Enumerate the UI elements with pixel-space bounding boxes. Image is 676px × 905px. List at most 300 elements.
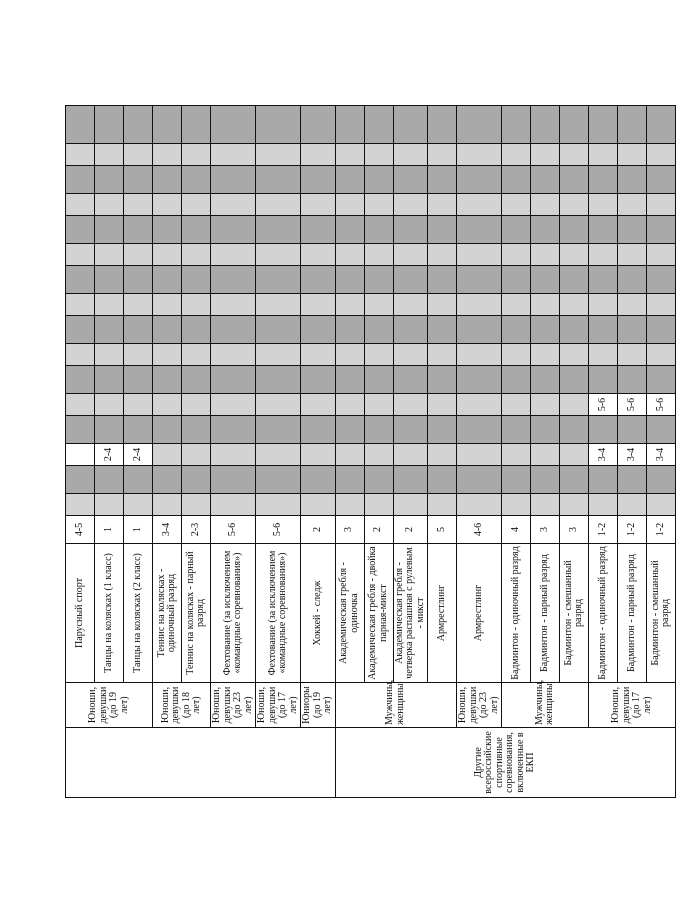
shaded-cell	[335, 444, 364, 466]
shaded-cell	[182, 106, 211, 144]
value-cell: 4	[502, 516, 531, 544]
shaded-cell	[211, 316, 256, 344]
shaded-cell	[364, 466, 393, 494]
shaded-cell	[256, 316, 301, 344]
shaded-cell	[589, 194, 618, 216]
shaded-cell	[124, 344, 153, 366]
shaded-cell	[364, 244, 393, 266]
shaded-cell	[182, 166, 211, 194]
shaded-cell	[153, 394, 182, 416]
shaded-cell	[95, 316, 124, 344]
shaded-cell	[618, 216, 647, 244]
shaded-cell	[66, 344, 95, 366]
shaded-cell	[647, 244, 676, 266]
shaded-cell	[531, 194, 560, 216]
value-cell: 3	[531, 516, 560, 544]
shaded-cell	[211, 444, 256, 466]
shaded-cell	[182, 244, 211, 266]
shaded-cell	[428, 144, 457, 166]
shaded-cell	[95, 394, 124, 416]
shaded-cell	[428, 294, 457, 316]
shaded-cell	[502, 416, 531, 444]
shaded-cell	[66, 466, 95, 494]
shaded-cell	[153, 466, 182, 494]
discipline-cell: Фехтование (за исключением «командные соревнования»)	[211, 544, 256, 683]
shaded-cell	[124, 416, 153, 444]
shaded-cell	[502, 394, 531, 416]
shaded-cell	[301, 416, 336, 444]
discipline-cell: Академическая гребля - четверка распашная с рулевым - микст	[393, 544, 428, 683]
shaded-cell	[393, 194, 428, 216]
shaded-cell	[560, 494, 589, 516]
shaded-cell	[153, 244, 182, 266]
shaded-cell	[124, 244, 153, 266]
value-cell: 1	[95, 516, 124, 544]
shaded-cell	[647, 144, 676, 166]
shaded-cell	[428, 494, 457, 516]
shaded-cell	[560, 444, 589, 466]
shaded-cell	[502, 494, 531, 516]
shaded-cell	[618, 244, 647, 266]
shaded-cell	[457, 266, 502, 294]
shaded-cell	[647, 494, 676, 516]
shaded-cell	[66, 144, 95, 166]
shaded-cell	[335, 294, 364, 316]
shaded-cell	[182, 194, 211, 216]
shaded-cell	[182, 216, 211, 244]
age-group-cell: Юноши, девушки (до 17 лет)	[589, 683, 676, 728]
shaded-cell	[153, 366, 182, 394]
shaded-cell	[66, 106, 95, 144]
rotated-table-container	[65, 105, 671, 798]
shaded-cell	[364, 366, 393, 394]
shaded-cell	[256, 216, 301, 244]
shaded-cell	[335, 416, 364, 444]
shaded-cell	[153, 166, 182, 194]
shaded-cell	[153, 344, 182, 366]
discipline-cell: Теннис на колясках - одиночный разряд	[153, 544, 182, 683]
value-cell: 2	[301, 516, 336, 544]
shaded-cell	[589, 316, 618, 344]
shaded-cell	[301, 366, 336, 394]
age-group-cell: Юниоры (до 19 лет)	[301, 683, 336, 728]
shaded-cell	[182, 294, 211, 316]
shaded-cell	[393, 244, 428, 266]
shaded-cell	[95, 294, 124, 316]
table-row	[301, 106, 336, 798]
shaded-cell	[364, 216, 393, 244]
value-cell: 4-5	[66, 516, 95, 544]
shaded-cell	[256, 294, 301, 316]
shaded-cell	[211, 166, 256, 194]
shaded-cell	[531, 106, 560, 144]
shaded-cell	[502, 244, 531, 266]
shaded-cell	[618, 366, 647, 394]
shaded-cell	[66, 494, 95, 516]
shaded-cell	[66, 244, 95, 266]
shaded-cell	[301, 266, 336, 294]
shaded-cell	[256, 444, 301, 466]
shaded-cell	[95, 244, 124, 266]
shaded-cell	[95, 416, 124, 444]
shaded-cell	[618, 494, 647, 516]
shaded-cell	[531, 494, 560, 516]
shaded-cell	[393, 366, 428, 394]
shaded-cell	[335, 316, 364, 344]
age-group-cell: Мужчины, женщины	[502, 683, 589, 728]
shaded-cell	[211, 466, 256, 494]
shaded-cell	[457, 194, 502, 216]
discipline-cell: Парусный спорт	[66, 544, 95, 683]
shaded-cell	[211, 244, 256, 266]
shaded-cell	[428, 194, 457, 216]
shaded-cell	[502, 444, 531, 466]
shaded-cell	[256, 194, 301, 216]
shaded-cell	[589, 494, 618, 516]
shaded-cell	[95, 166, 124, 194]
shaded-cell	[531, 466, 560, 494]
shaded-cell	[301, 394, 336, 416]
shaded-cell	[531, 444, 560, 466]
shaded-cell	[589, 344, 618, 366]
shaded-cell	[153, 216, 182, 244]
shaded-cell	[364, 344, 393, 366]
shaded-cell	[124, 316, 153, 344]
shaded-cell	[531, 216, 560, 244]
shaded-cell	[428, 106, 457, 144]
discipline-cell: Танцы на колясках (2 класс)	[124, 544, 153, 683]
shaded-cell	[182, 466, 211, 494]
shaded-cell	[393, 466, 428, 494]
shaded-cell	[182, 494, 211, 516]
shaded-cell	[589, 366, 618, 394]
shaded-cell	[301, 466, 336, 494]
shaded-cell	[428, 416, 457, 444]
shaded-cell	[560, 394, 589, 416]
shaded-cell	[647, 216, 676, 244]
discipline-cell: Академическая гребля - двойка парная-микст	[364, 544, 393, 683]
shaded-cell	[153, 416, 182, 444]
shaded-cell	[502, 344, 531, 366]
shaded-cell	[531, 266, 560, 294]
shaded-cell	[364, 166, 393, 194]
shaded-cell	[589, 166, 618, 194]
shaded-cell	[502, 166, 531, 194]
shaded-cell	[66, 266, 95, 294]
shaded-cell	[531, 294, 560, 316]
value-cell: 2-4	[95, 444, 124, 466]
shaded-cell	[364, 416, 393, 444]
shaded-cell	[560, 266, 589, 294]
shaded-cell	[211, 494, 256, 516]
shaded-cell	[428, 216, 457, 244]
value-cell: 5-6	[256, 516, 301, 544]
value-cell: 1-2	[618, 516, 647, 544]
discipline-cell: Хоккей - следж	[301, 544, 336, 683]
shaded-cell	[428, 316, 457, 344]
shaded-cell	[589, 294, 618, 316]
shaded-cell	[647, 344, 676, 366]
shaded-cell	[124, 494, 153, 516]
shaded-cell	[428, 166, 457, 194]
value-cell: 5	[428, 516, 457, 544]
table-row	[457, 106, 502, 798]
shaded-cell	[95, 344, 124, 366]
shaded-cell	[393, 216, 428, 244]
shaded-cell	[647, 316, 676, 344]
shaded-cell	[502, 294, 531, 316]
shaded-cell	[393, 266, 428, 294]
value-cell: 5-6	[211, 516, 256, 544]
shaded-cell	[211, 144, 256, 166]
shaded-cell	[301, 344, 336, 366]
shaded-cell	[124, 394, 153, 416]
shaded-cell	[153, 294, 182, 316]
shaded-cell	[618, 466, 647, 494]
shaded-cell	[393, 394, 428, 416]
shaded-cell	[182, 316, 211, 344]
shaded-cell	[589, 106, 618, 144]
shaded-cell	[457, 316, 502, 344]
shaded-cell	[153, 316, 182, 344]
shaded-cell	[589, 266, 618, 294]
shaded-cell	[502, 106, 531, 144]
value-cell: 5-6	[618, 394, 647, 416]
shaded-cell	[301, 244, 336, 266]
shaded-cell	[560, 366, 589, 394]
shaded-cell	[393, 444, 428, 466]
value-cell: 3-4	[647, 444, 676, 466]
shaded-cell	[457, 294, 502, 316]
shaded-cell	[618, 266, 647, 294]
value-cell	[66, 444, 95, 466]
shaded-cell	[124, 106, 153, 144]
shaded-cell	[256, 106, 301, 144]
shaded-cell	[589, 216, 618, 244]
value-cell: 2-4	[124, 444, 153, 466]
shaded-cell	[256, 416, 301, 444]
shaded-cell	[66, 294, 95, 316]
shaded-cell	[589, 416, 618, 444]
shaded-cell	[211, 416, 256, 444]
shaded-cell	[256, 344, 301, 366]
shaded-cell	[66, 416, 95, 444]
shaded-cell	[393, 144, 428, 166]
shaded-cell	[153, 194, 182, 216]
shaded-cell	[457, 366, 502, 394]
age-sports-table	[65, 105, 676, 798]
discipline-cell: Бадминтон - смешанный разряд	[560, 544, 589, 683]
shaded-cell	[457, 144, 502, 166]
shaded-cell	[182, 366, 211, 394]
shaded-cell	[531, 344, 560, 366]
shaded-cell	[335, 244, 364, 266]
shaded-cell	[647, 466, 676, 494]
shaded-cell	[182, 144, 211, 166]
shaded-cell	[335, 194, 364, 216]
shaded-cell	[335, 266, 364, 294]
shaded-cell	[457, 106, 502, 144]
shaded-cell	[256, 144, 301, 166]
table-row	[335, 106, 364, 798]
shaded-cell	[256, 244, 301, 266]
shaded-cell	[428, 444, 457, 466]
shaded-cell	[95, 366, 124, 394]
shaded-cell	[364, 144, 393, 166]
shaded-cell	[618, 144, 647, 166]
shaded-cell	[211, 294, 256, 316]
shaded-cell	[182, 416, 211, 444]
shaded-cell	[301, 294, 336, 316]
shaded-cell	[531, 316, 560, 344]
value-cell: 3	[335, 516, 364, 544]
shaded-cell	[364, 494, 393, 516]
shaded-cell	[364, 106, 393, 144]
shaded-cell	[153, 494, 182, 516]
shaded-cell	[560, 316, 589, 344]
shaded-cell	[393, 416, 428, 444]
shaded-cell	[124, 294, 153, 316]
discipline-cell: Академическая гребля - одиночка	[335, 544, 364, 683]
category-cell	[66, 728, 336, 798]
discipline-cell: Бадминтон - парный разряд	[531, 544, 560, 683]
shaded-cell	[589, 144, 618, 166]
shaded-cell	[393, 316, 428, 344]
shaded-cell	[647, 166, 676, 194]
shaded-cell	[618, 416, 647, 444]
shaded-cell	[589, 244, 618, 266]
discipline-cell: Бадминтон - парный разряд	[618, 544, 647, 683]
age-group-cell: Юноши, девушки (до 18 лет)	[153, 683, 211, 728]
shaded-cell	[66, 166, 95, 194]
shaded-cell	[364, 444, 393, 466]
value-cell: 3-4	[589, 444, 618, 466]
shaded-cell	[531, 144, 560, 166]
age-group-cell: Юноши, девушки (до 19 лет)	[66, 683, 153, 728]
value-cell: 3-4	[153, 516, 182, 544]
table-row	[502, 106, 531, 798]
shaded-cell	[457, 444, 502, 466]
shaded-cell	[124, 466, 153, 494]
table-row	[256, 106, 301, 798]
shaded-cell	[153, 144, 182, 166]
shaded-cell	[618, 194, 647, 216]
shaded-cell	[153, 444, 182, 466]
value-cell: 1	[124, 516, 153, 544]
shaded-cell	[560, 144, 589, 166]
shaded-cell	[95, 266, 124, 294]
shaded-cell	[457, 216, 502, 244]
shaded-cell	[256, 466, 301, 494]
shaded-cell	[647, 194, 676, 216]
value-cell: 5-6	[647, 394, 676, 416]
shaded-cell	[647, 416, 676, 444]
shaded-cell	[618, 344, 647, 366]
value-cell: 1-2	[647, 516, 676, 544]
shaded-cell	[560, 344, 589, 366]
shaded-cell	[211, 344, 256, 366]
value-cell: 3	[560, 516, 589, 544]
discipline-cell: Армрестлинг	[428, 544, 457, 683]
shaded-cell	[502, 316, 531, 344]
shaded-cell	[211, 266, 256, 294]
shaded-cell	[502, 366, 531, 394]
shaded-cell	[428, 366, 457, 394]
shaded-cell	[457, 494, 502, 516]
shaded-cell	[335, 344, 364, 366]
shaded-cell	[560, 194, 589, 216]
shaded-cell	[364, 266, 393, 294]
category-cell: Другие всероссийские спортивные соревнования, включенные в ЕКП	[335, 728, 676, 798]
discipline-cell: Бадминтон - одиночный разряд	[502, 544, 531, 683]
shaded-cell	[301, 444, 336, 466]
shaded-cell	[153, 266, 182, 294]
value-cell: 5-6	[589, 394, 618, 416]
shaded-cell	[457, 466, 502, 494]
shaded-cell	[531, 394, 560, 416]
shaded-cell	[301, 166, 336, 194]
shaded-cell	[124, 144, 153, 166]
shaded-cell	[457, 166, 502, 194]
shaded-cell	[256, 166, 301, 194]
shaded-cell	[211, 366, 256, 394]
discipline-cell: Бадминтон - одиночный разряд	[589, 544, 618, 683]
age-group-cell: Юноши, девушки (до 23 лет)	[211, 683, 256, 728]
shaded-cell	[502, 216, 531, 244]
shaded-cell	[457, 344, 502, 366]
shaded-cell	[335, 466, 364, 494]
shaded-cell	[256, 494, 301, 516]
shaded-cell	[457, 244, 502, 266]
shaded-cell	[66, 366, 95, 394]
shaded-cell	[531, 416, 560, 444]
shaded-cell	[364, 194, 393, 216]
shaded-cell	[428, 266, 457, 294]
shaded-cell	[301, 106, 336, 144]
shaded-cell	[335, 166, 364, 194]
shaded-cell	[393, 294, 428, 316]
age-group-cell: Мужчины, женщины	[335, 683, 457, 728]
shaded-cell	[531, 366, 560, 394]
shaded-cell	[153, 106, 182, 144]
shaded-cell	[182, 444, 211, 466]
shaded-cell	[560, 216, 589, 244]
age-group-cell: Юноши, девушки (до 17 лет)	[256, 683, 301, 728]
shaded-cell	[301, 144, 336, 166]
shaded-cell	[393, 494, 428, 516]
shaded-cell	[502, 144, 531, 166]
shaded-cell	[335, 494, 364, 516]
shaded-cell	[560, 166, 589, 194]
shaded-cell	[647, 106, 676, 144]
discipline-cell: Армрестлинг	[457, 544, 502, 683]
shaded-cell	[301, 316, 336, 344]
shaded-cell	[256, 394, 301, 416]
shaded-cell	[393, 106, 428, 144]
shaded-cell	[301, 494, 336, 516]
shaded-cell	[124, 366, 153, 394]
shaded-cell	[560, 466, 589, 494]
age-group-cell: Юноши, девушки (до 23 лет)	[457, 683, 502, 728]
shaded-cell	[618, 316, 647, 344]
value-cell: 2-3	[182, 516, 211, 544]
shaded-cell	[301, 216, 336, 244]
shaded-cell	[95, 194, 124, 216]
shaded-cell	[502, 194, 531, 216]
shaded-cell	[95, 216, 124, 244]
shaded-cell	[364, 394, 393, 416]
shaded-cell	[647, 266, 676, 294]
